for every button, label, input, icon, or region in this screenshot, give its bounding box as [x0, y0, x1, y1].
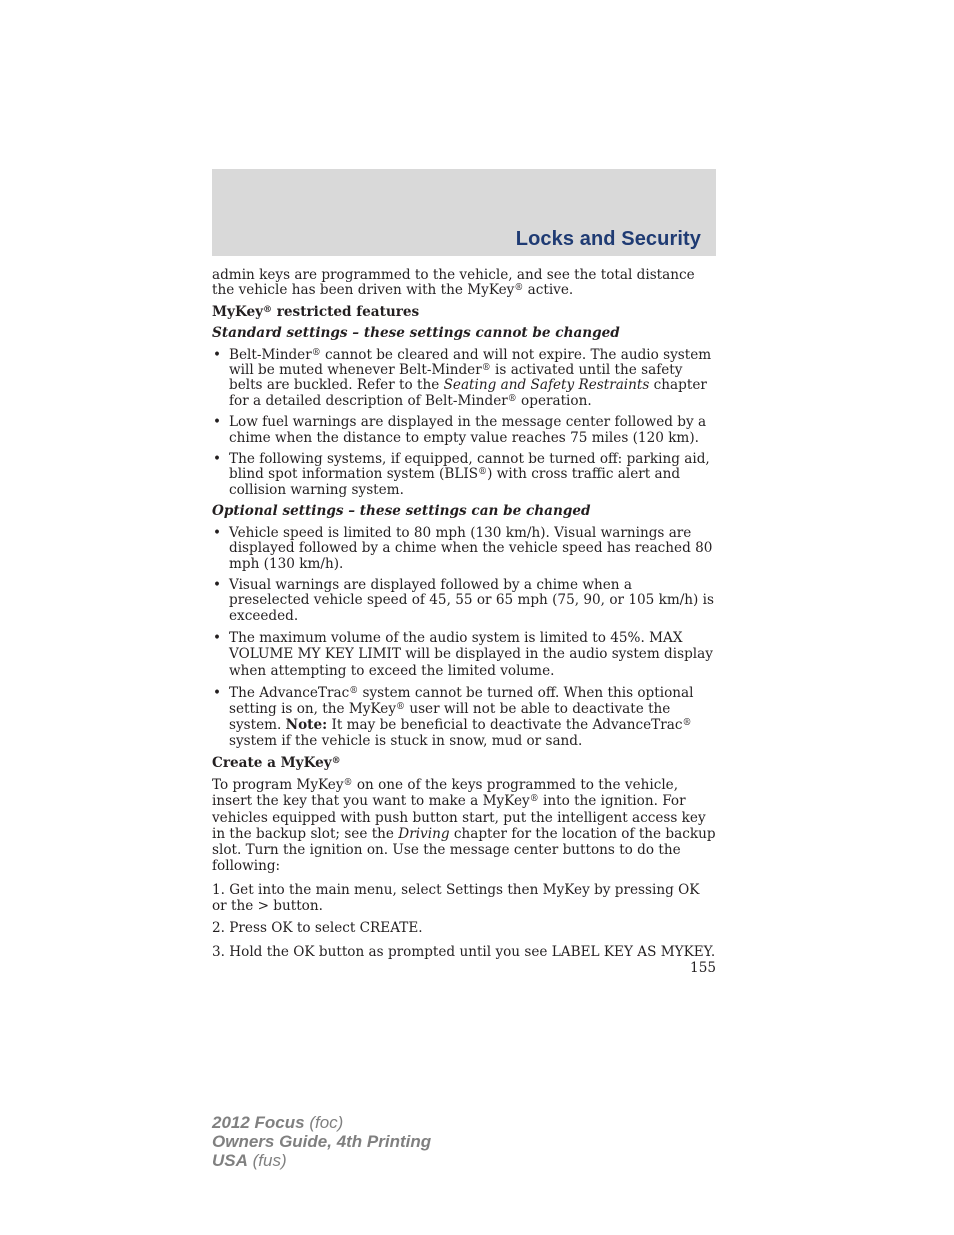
list-item: • The AdvanceTrac® system cannot be turned off. When this optional setting is on, the MyKey® user will not be able to deactivate the system. Note: It may be beneficial to deactivate the AdvanceTrac® system if the vehicle is stuck in snow, mud or sand.: [213, 684, 694, 750]
footer-line-2: Owners Guide, 4th Printing: [212, 1132, 432, 1151]
list-item: • Belt-Minder® cannot be cleared and will not expire. The audio system will be muted whenever Belt-Minder® is activated until the safety belts are buckled. Refer to the Seating and Safety Restraints chapter for a detailed description of Belt-Minder® operation.: [213, 346, 712, 409]
section-title: Locks and Security: [515, 228, 701, 250]
list-item: • Vehicle speed is limited to 80 mph (130 km/h). Visual warnings are displayed followed by a chime when the vehicle speed has reached 80 mph (130 km/h).: [213, 524, 713, 572]
optional-settings-heading: Optional settings – these settings can be changed: [212, 503, 591, 520]
list-item: • The following systems, if equipped, cannot be turned off: parking aid, blind spot information system (BLIS®) with cross traffic alert and collision warning system.: [213, 451, 710, 498]
bullet-icon: •: [213, 346, 222, 363]
bullet-icon: •: [213, 576, 222, 593]
create-mykey-heading: Create a MyKey®: [212, 754, 341, 771]
list-item: • Low fuel warnings are displayed in the message center followed by a chime when the distance to empty value reaches 75 miles (120 km).: [213, 414, 707, 446]
footer-line-3: USA (fus): [212, 1151, 287, 1170]
page-content: [212, 268, 716, 966]
list-item: • Visual warnings are displayed followed by a chime when a preselected vehicle speed of 45, 55 or 65 mph (75, 90, or 105 km/h) is exceeded.: [213, 576, 714, 624]
standard-settings-list: [212, 348, 716, 499]
chapter-reference: Seating and Safety Restraints: [443, 377, 650, 394]
intro-paragraph: admin keys are programmed to the vehicle, and see the total distance the vehicle has been driven with the MyKey® active.: [212, 267, 695, 299]
step-3: 3. Hold the OK button as prompted until you see LABEL KEY AS MYKEY.: [212, 943, 716, 960]
bullet-icon: •: [213, 451, 222, 468]
note-label: Note:: [285, 717, 328, 734]
optional-settings-list: [212, 526, 716, 750]
bullet-icon: •: [213, 630, 222, 647]
footer-line-1: 2012 Focus (foc): [212, 1113, 344, 1132]
page-number: 155: [690, 960, 716, 976]
footer: [212, 1113, 431, 1170]
create-mykey-paragraph: To program MyKey® on one of the keys programmed to the vehicle, insert the key that you want to make a MyKey® into the ignition. For vehicles equipped with push button start, put the intelligent access key in the backup slot; see the Driving chapter for the location of the backup slot. Turn the ignition on. Use the message center buttons to do the following:: [212, 776, 716, 875]
header-band: [212, 169, 716, 256]
bullet-icon: •: [213, 414, 222, 431]
chapter-reference: Driving: [398, 825, 450, 842]
bullet-icon: •: [213, 524, 222, 541]
standard-settings-heading: Standard settings – these settings cannot be changed: [212, 325, 620, 342]
step-1: 1. Get into the main menu, select Settings then MyKey by pressing OK or the > button.: [212, 881, 700, 915]
step-2: 2. Press OK to select CREATE.: [212, 920, 423, 937]
list-item: • The maximum volume of the audio system is limited to 45%. MAX VOLUME MY KEY LIMIT will be displayed in the audio system display when attempting to exceed the limited volume.: [213, 630, 713, 679]
bullet-icon: •: [213, 684, 222, 701]
restricted-features-heading: MyKey® restricted features: [212, 303, 420, 320]
